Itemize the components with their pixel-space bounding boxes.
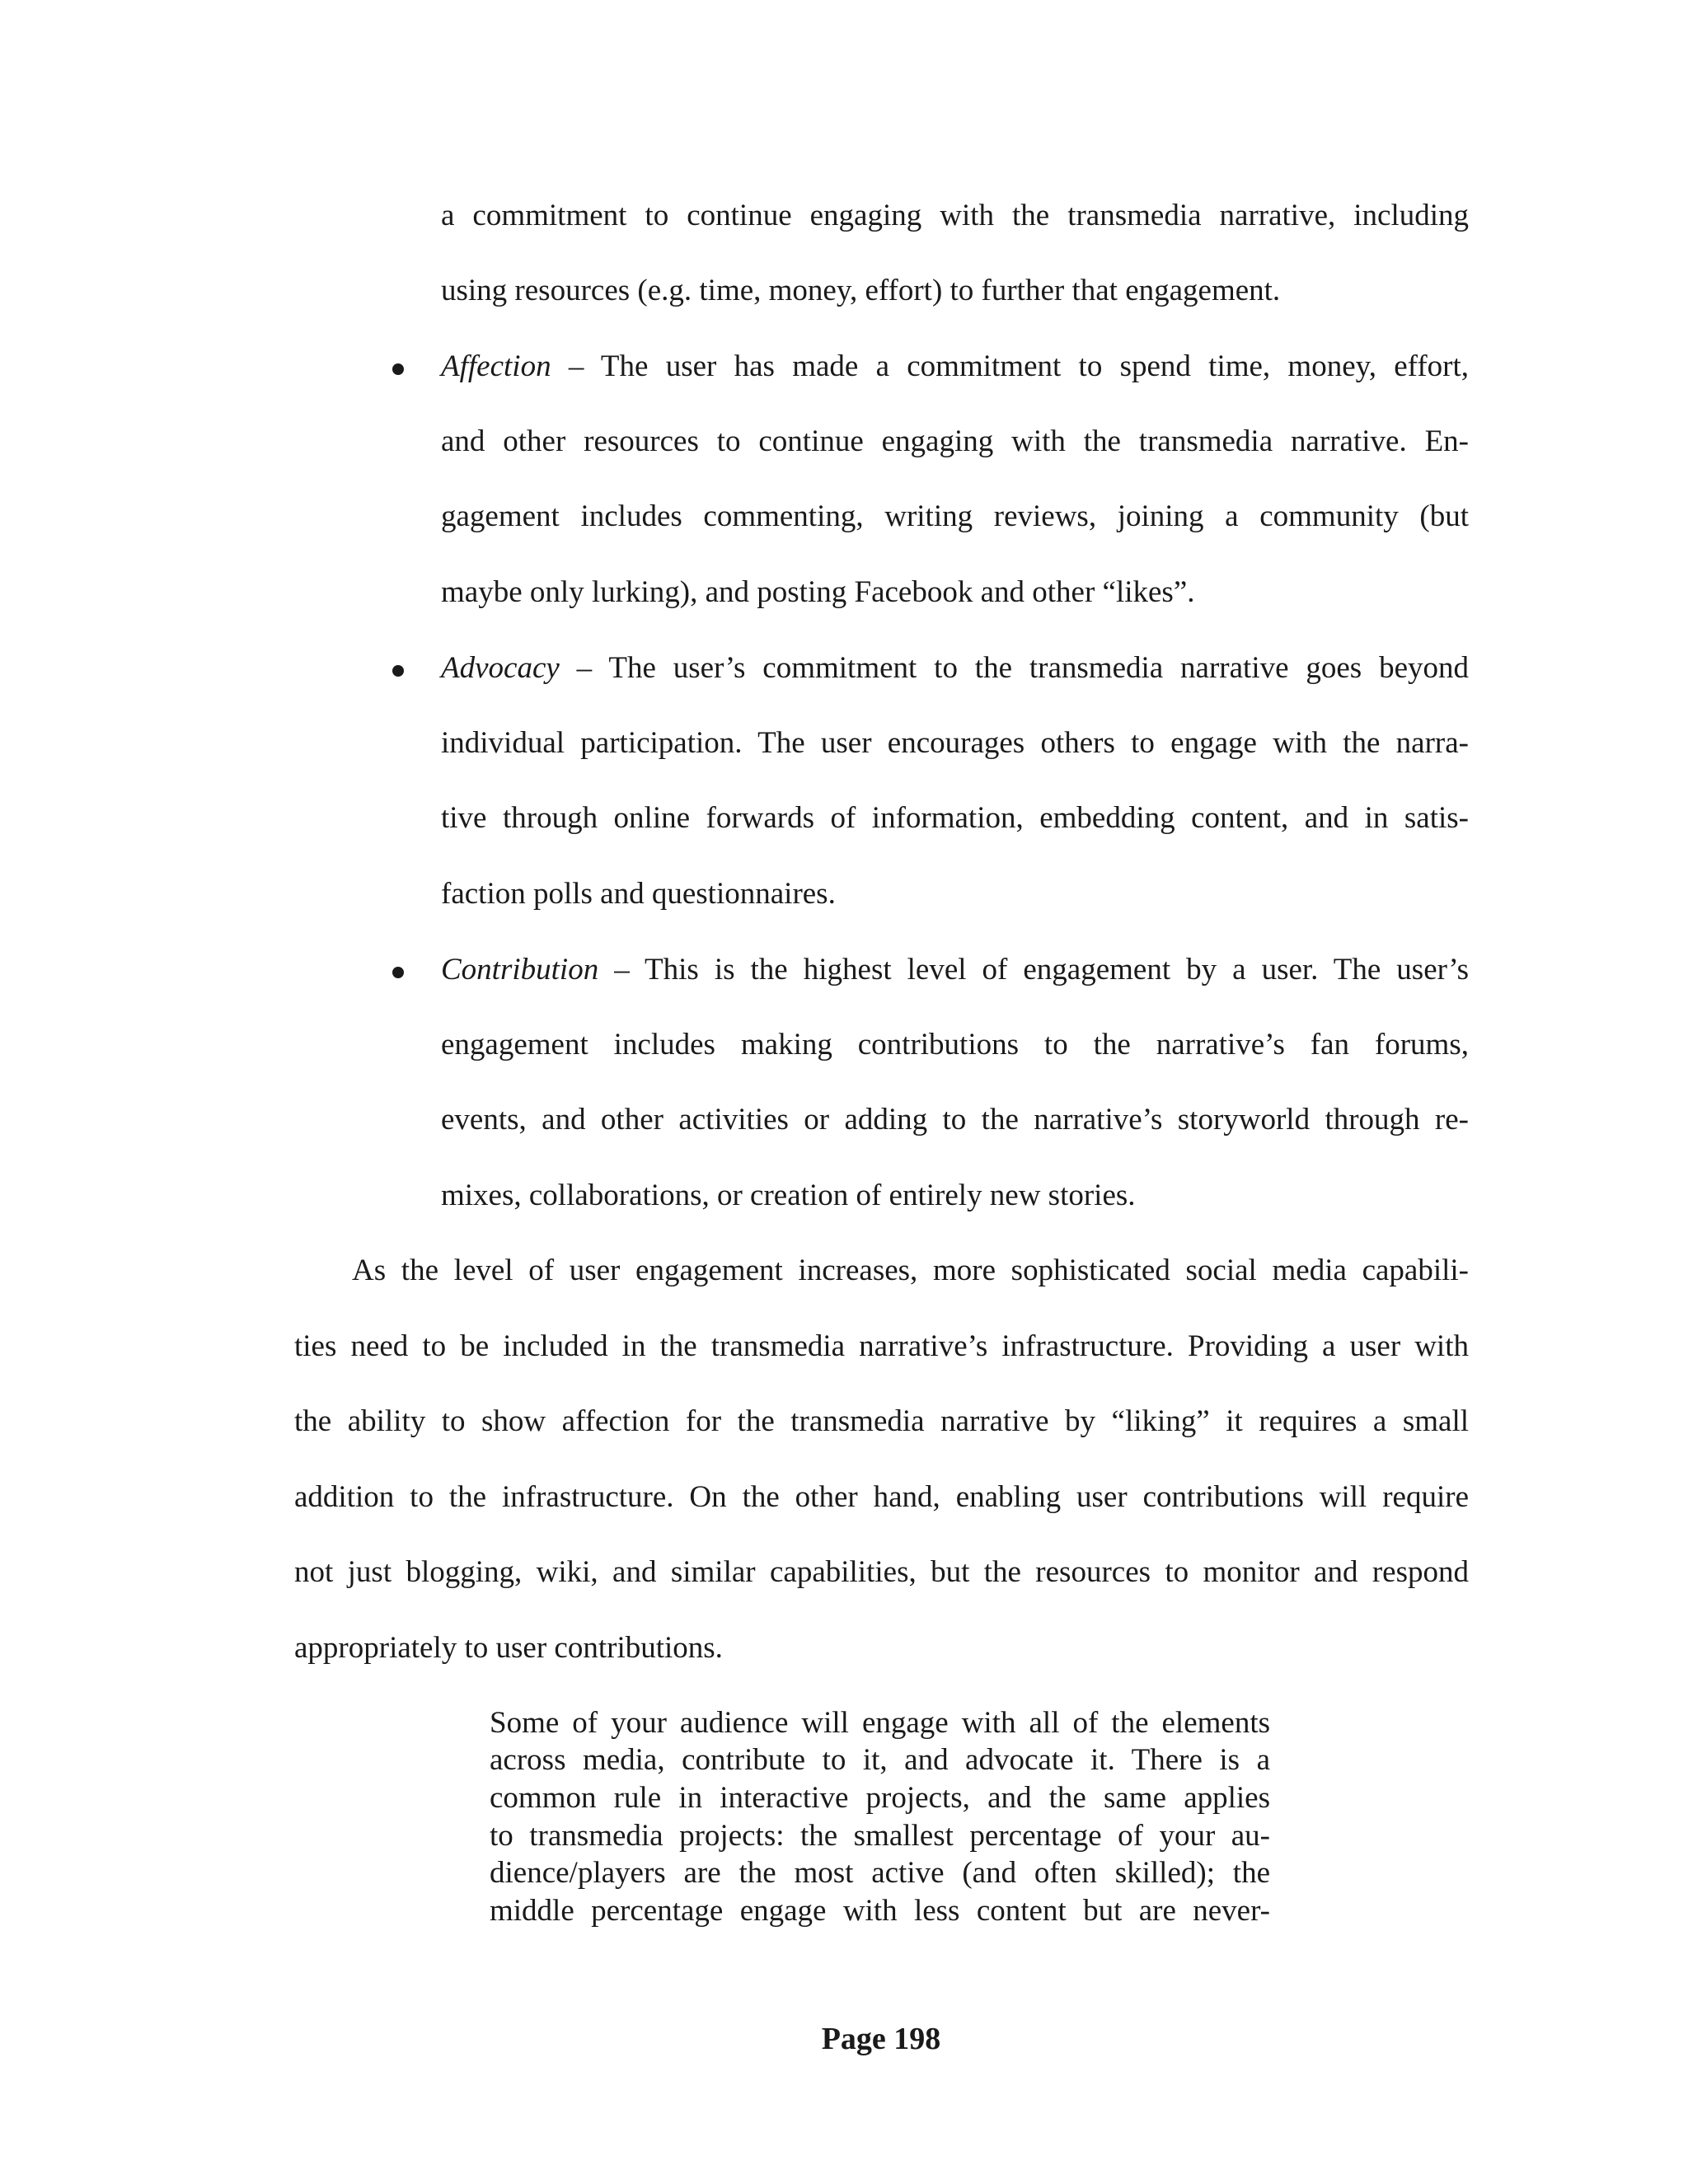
paragraph-line: As the level of user engagement increases, more sophisticated social media capabili- <box>352 1254 1469 1287</box>
bullet-contribution <box>441 952 1469 988</box>
block-quote-line: dience/players are the most active (and often skilled); the <box>490 1856 1270 1890</box>
paragraph-line: the ability to show affection for the transmedia narrative by “liking” it requires a small <box>294 1404 1469 1438</box>
bullet-icon <box>392 967 404 978</box>
block-quote-line: to transmedia projects: the smallest percentage of your au- <box>490 1819 1270 1853</box>
bullet-line: engagement includes making contributions to the narrative’s fan forums, <box>441 1028 1469 1062</box>
bullet-icon <box>392 363 404 375</box>
continuation-line: a commitment to continue engaging with the transmedia narrative, including <box>441 199 1469 232</box>
bullet-line: individual participation. The user encourages others to engage with the narra- <box>441 726 1469 760</box>
bullet-line: faction polls and questionnaires. <box>441 877 836 911</box>
block-quote-line: Some of your audience will engage with all of the elements <box>490 1706 1270 1740</box>
bullet-advocacy <box>441 650 1469 687</box>
bullet-line: events, and other activities or adding to the narrative’s storyworld through re- <box>441 1103 1469 1137</box>
paragraph-line: appropriately to user contributions. <box>294 1631 723 1665</box>
page-number: Page 198 <box>821 2022 941 2056</box>
bullet-line: maybe only lurking), and posting Facebook and other “likes”. <box>441 575 1195 609</box>
bullet-line: tive through online forwards of information, embedding content, and in satis- <box>441 801 1469 835</box>
continuation-line: using resources (e.g. time, money, effort) to further that engagement. <box>441 274 1281 307</box>
bullet-text: – The user has made a commitment to spend time, money, effort, <box>551 349 1469 383</box>
bullet-line: and other resources to continue engaging with the transmedia narrative. En- <box>441 424 1469 458</box>
paragraph-line: not just blogging, wiki, and similar capabilities, but the resources to monitor and respond <box>294 1555 1469 1589</box>
bullet-term: Contribution <box>441 953 599 987</box>
bullet-line: gagement includes commenting, writing reviews, joining a community (but <box>441 499 1469 533</box>
block-quote-line: across media, contribute to it, and advocate it. There is a <box>490 1743 1270 1777</box>
paragraph-line: addition to the infrastructure. On the other hand, enabling user contributions will require <box>294 1480 1469 1514</box>
bullet-affection <box>441 349 1469 385</box>
block-quote-line: common rule in interactive projects, and the same applies <box>490 1781 1270 1815</box>
bullet-term: Advocacy <box>441 651 560 685</box>
paragraph-line: ties need to be included in the transmedia narrative’s infrastructure. Providing a user with <box>294 1329 1469 1363</box>
bullet-text: – The user’s commitment to the transmedia narrative goes beyond <box>559 651 1469 685</box>
bullet-icon <box>392 665 404 677</box>
bullet-line: mixes, collaborations, or creation of entirely new stories. <box>441 1179 1136 1212</box>
bullet-term: Affection <box>441 349 551 383</box>
bullet-text: – This is the highest level of engagement by a user. The user’s <box>598 953 1469 987</box>
block-quote-line: middle percentage engage with less content but are never- <box>490 1894 1270 1928</box>
